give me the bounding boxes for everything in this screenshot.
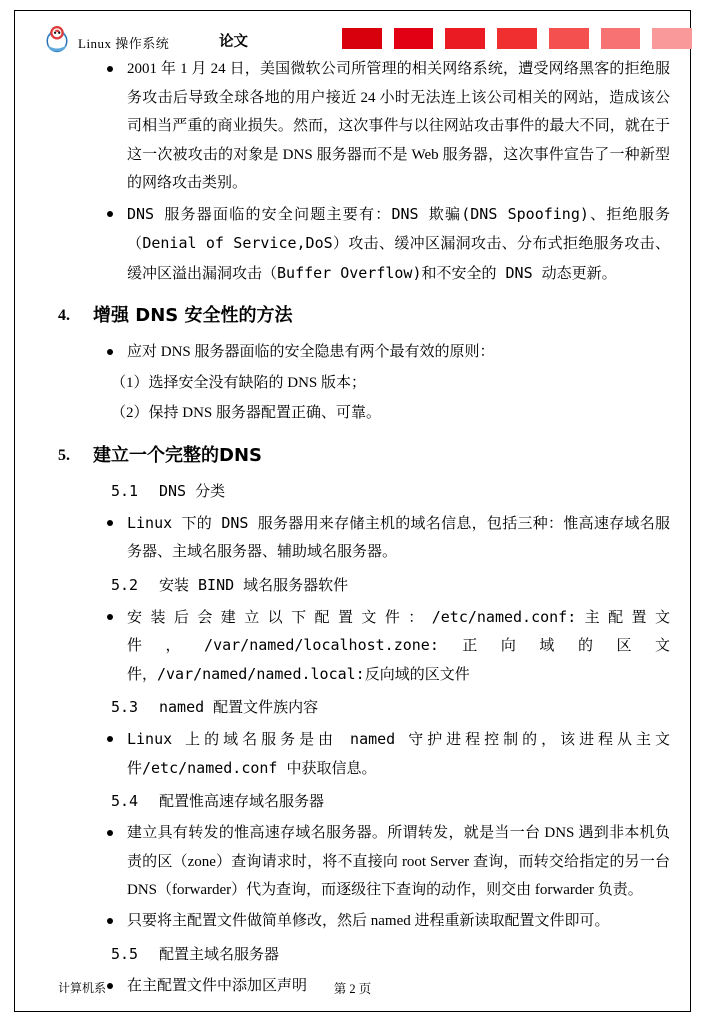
list-item [99, 725, 670, 782]
header-bar-0 [342, 28, 382, 49]
bullet-dot-icon [107, 66, 113, 72]
paragraph: （1）选择安全没有缺陷的 DNS 版本； [111, 374, 367, 391]
section-number: 4. [58, 307, 70, 324]
document-page [14, 10, 691, 1012]
subsection-heading-5-4 [111, 788, 682, 815]
header-title: Linux 操作系统 [78, 36, 170, 51]
page-inner [15, 11, 690, 1011]
list-item [99, 200, 670, 289]
list-item [99, 819, 670, 905]
section-title: 增强 DNS 安全性的方法 [93, 305, 293, 326]
list-item [99, 907, 670, 936]
subsection-number: 5.2 [111, 575, 139, 594]
list-item-text: 在主配置文件中添加区声明 [127, 978, 308, 994]
subsection-heading-5-1 [111, 478, 682, 505]
bullet-dot-icon [107, 830, 113, 836]
subsection-title: DNS 分类 [159, 481, 226, 500]
list-item [99, 603, 670, 689]
page-footer [15, 979, 690, 999]
bullet-dot-icon [107, 520, 113, 526]
subsection-number: 5.1 [111, 481, 139, 500]
section-title: 建立一个完整的DNS [93, 444, 262, 466]
subsection-heading-5-5 [111, 941, 682, 968]
header-bar-1 [394, 28, 434, 49]
bullet-dot-icon [107, 614, 113, 620]
subsection-title: 安装 BIND 域名服务器软件 [159, 575, 349, 594]
list-item-text: Linux 下的 DNS 服务器用来存储主机的域名信息，包括三种：惟高速存域名服务器、主域名服务器、辅助域名服务器。 [127, 513, 670, 560]
page-header [15, 11, 690, 55]
list-item-text: 建立具有转发的惟高速存域名服务器。所谓转发，就是当一台 DNS 遇到非本机负责的区（zone）查询请求时，将不直接向 root Server 查询，而转交给指定的另一台 DNS（forwarder）代为查询，而逐级往下查询的动作，则交由 forwarder 负责。 [127, 825, 670, 898]
list-item-text: 应对 DNS 服务器面临的安全隐患有两个最有效的原则： [127, 344, 495, 360]
list-item-text: 只要将主配置文件做简单修改，然后 named 进程重新读取配置文件即可。 [127, 912, 610, 929]
subsection-title: named 配置文件族内容 [159, 698, 319, 716]
list-item-text: 2001 年 1 月 24 日，美国微软公司所管理的相关网络系统，遭受网络黑客的拒绝服务攻击后导致全球各地的用户接近 24 小时无法连上该公司相关的网站，造成该公司相当严重的商业损失。然而，这次事件与以往网站攻击事件的最大不同，就在于这一次被攻击的对象是 DNS 服务器而不是 Web 服务器，这次事件宣告了一种新型的网络攻击类别。 [127, 61, 670, 191]
list-item [99, 509, 670, 566]
list-item [99, 55, 670, 198]
header-bar-2 [445, 28, 485, 49]
header-subtitle: 论文 [219, 34, 248, 50]
section-number: 5. [58, 446, 70, 464]
linux-penguin-icon [42, 23, 72, 53]
list-item [99, 338, 670, 367]
bullet-dot-icon [107, 736, 113, 742]
footer-page-number: 第 2 页 [333, 982, 372, 996]
subsection-number: 5.5 [111, 945, 139, 963]
list-item-text: Linux 上的域名服务是由 named 守护进程控制的，该进程从主文件/etc/named.conf 中获取信息。 [127, 730, 670, 777]
bullet-dot-icon [107, 211, 113, 217]
subsection-heading-5-2 [111, 572, 682, 599]
header-bar-4 [549, 28, 589, 49]
header-bar-5 [601, 28, 641, 49]
subsection-title: 配置惟高速存域名服务器 [159, 792, 325, 810]
list-item-text: DNS 服务器面临的安全问题主要有：DNS 欺骗(DNS Spoofing)、拒绝服务（Denial of Service,DoS）攻击、缓冲区漏洞攻击、分布式拒绝服务攻击、缓冲区溢出漏洞攻击（Buffer Overflow)和不安全的 DNS 动态更新。 [127, 204, 670, 282]
header-decorative-bars [342, 28, 692, 49]
bullet-dot-icon [107, 349, 113, 355]
section-heading-4 [15, 302, 682, 330]
header-bar-6 [652, 28, 692, 49]
header-bar-3 [497, 28, 537, 49]
subsection-heading-5-3 [111, 694, 682, 721]
paragraph: （2）保持 DNS 服务器配置正确、可靠。 [111, 405, 382, 421]
subsection-number: 5.3 [111, 698, 139, 716]
footer-department: 计算机系 [58, 981, 107, 995]
bullet-dot-icon [107, 918, 113, 924]
list-item-text: 安装后会建立以下配置文件：/etc/named.conf:主配置文件，/var/named/localhost.zone:正向域的区文件，/var/named/named.local:反向域的区文件 [127, 607, 670, 683]
subsection-title: 配置主域名服务器 [159, 945, 280, 963]
subsection-number: 5.4 [111, 792, 139, 810]
section-heading-5 [15, 442, 682, 470]
